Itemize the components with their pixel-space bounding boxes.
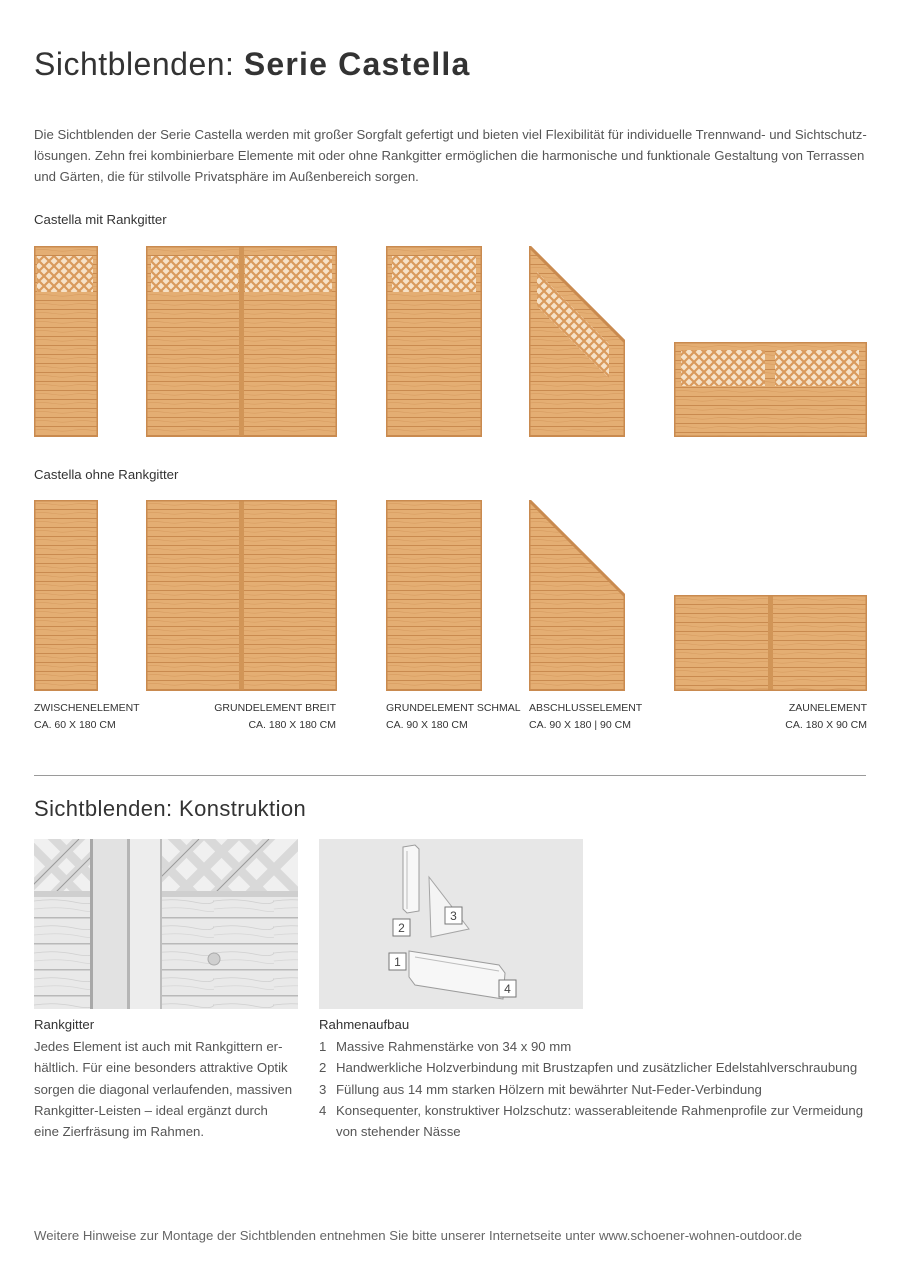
rahmenaufbau-list [319,1036,879,1142]
list-item [319,1036,879,1057]
caption-grundelement-schmal [386,700,521,734]
page-title [34,46,471,83]
panel-abschlusselement-lattice [529,246,625,437]
list-text: Massive Rahmenstärke von 34 x 90 mm [336,1039,572,1054]
footer-note: Weitere Hinweise zur Montage der Sichtblenden entnehmen Sie bitte unserer Internetseite unter www.schoener-wohnen-outdoor.de [34,1228,803,1243]
rankgitter-title: Rankgitter [34,1017,95,1032]
rankgitter-photo [34,839,298,1009]
rahmenaufbau-title: Rahmenaufbau [319,1017,410,1032]
diagram-label-1: 1 [394,955,401,969]
diagram-label-3: 3 [450,909,457,923]
product-size: CA. 60 X 180 CM [34,719,116,731]
product-size: CA. 90 X 180 CM [386,719,468,731]
intro-paragraph: Die Sichtblenden der Serie Castella werden mit großer Sorgfalt gefertigt und bieten viel Flexibilität für individuelle Trennwand- und Sichtschutz-lösungen. Zehn frei kombinierbare Elemente mit oder ohne Rankgitter ermöglichen die harmonische und funktionale Gestaltung von Terrassen und Gärten, die für stilvolle Privatsphäre im Außenbereich sorgen. [34,127,867,184]
product-name: ABSCHLUSSELEMENT [529,702,643,714]
list-text: Konsequenter, konstruktiver Holzschutz: wasserableitende Rahmenprofile zur Vermeidung von stehender Nässe [336,1102,864,1140]
product-name: GRUNDELEMENT BREIT [214,702,336,714]
panel-zwischenelement-lattice [34,246,98,437]
panel-abschlusselement [529,500,625,691]
caption-zaunelement [785,700,867,734]
list-item [319,1100,879,1143]
title-bold: Serie Castella [243,46,471,82]
list-text: Handwerkliche Holzverbindung mit Brustzapfen und zusätzlicher Edelstahlverschraubung [336,1060,858,1076]
panel-grundelement-breit-lattice [146,246,337,437]
caption-grundelement-breit [214,700,336,734]
diagram-label-2: 2 [398,921,405,935]
rahmenaufbau-diagram [319,839,583,1009]
list-number: 2 [319,1060,327,1076]
construction-heading: Sichtblenden: Konstruktion [34,796,307,821]
without-lattice-label: Castella ohne Rankgitter [34,467,179,482]
diagram-label-4: 4 [504,982,511,996]
list-number: 4 [319,1102,327,1118]
product-name: ZWISCHENELEMENT [34,702,140,714]
section-divider [34,775,866,776]
list-number: 3 [319,1081,327,1097]
caption-abschlusselement [529,700,642,734]
list-item [319,1079,879,1100]
with-lattice-label: Castella mit Rankgitter [34,212,167,227]
panel-grundelement-breit [146,500,337,691]
caption-zwischenelement [34,700,140,734]
product-size: CA. 180 X 90 CM [785,719,867,731]
product-name: GRUNDELEMENT SCHMAL [386,702,521,714]
title-light: Sichtblenden: [34,46,235,82]
product-size: CA. 180 X 180 CM [248,719,336,731]
panel-zaunelement [674,595,867,691]
product-size: CA. 90 X 180 | 90 CM [529,719,631,731]
list-text: Füllung aus 14 mm starken Hölzern mit bewährter Nut-Feder-Verbindung [336,1081,762,1097]
list-number: 1 [319,1039,327,1054]
panel-grundelement-schmal [386,500,482,691]
panel-zwischenelement [34,500,98,691]
list-item [319,1057,879,1078]
panel-zaunelement-lattice [674,342,867,437]
rankgitter-text: Jedes Element ist auch mit Rankgittern er-hältlich. Für eine besonders attraktive Optik sorgen die diagonal verlaufenden, massiven Rankgitter-Leisten – ideal ergänzt durch eine Zierfräsung im Rahmen. [34,1039,293,1140]
panel-grundelement-schmal-lattice [386,246,482,437]
product-name: ZAUNELEMENT [788,702,867,714]
